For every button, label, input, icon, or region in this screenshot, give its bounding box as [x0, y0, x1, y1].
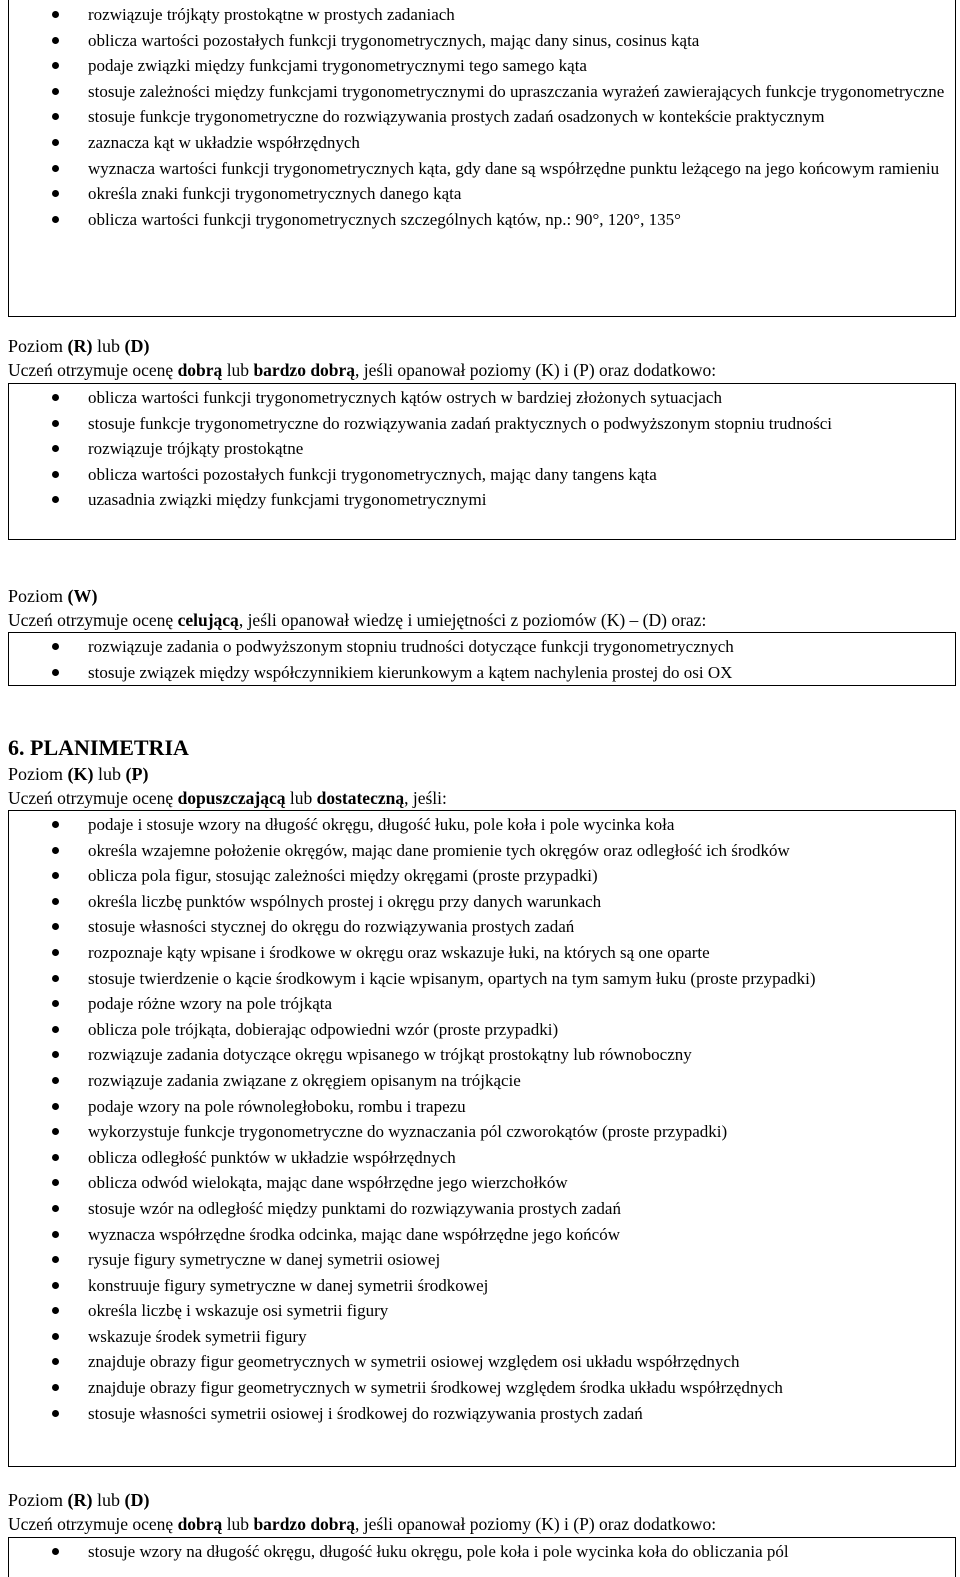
list-item: określa liczbę punktów wspólnych prostej i okręgu przy danych warunkach	[9, 889, 955, 915]
list-item: stosuje zależności między funkcjami trygonometrycznymi do upraszczania wyrażeń zawierających funkcje trygonometryczne	[9, 79, 955, 105]
list-item: stosuje wzory na długość okręgu, długość łuku okręgu, pole koła i pole wycinka koła do obliczania pól	[9, 1539, 955, 1565]
list-item: wykorzystuje funkcje trygonometryczne do wyznaczania pól czworokątów (proste przypadki)	[9, 1119, 955, 1145]
level-intro: Uczeń otrzymuje ocenę dopuszczającą lub dostateczną, jeśli:	[8, 788, 447, 808]
list-item: oblicza odwód wielokąta, mając dane współrzędne jego wierzchołków	[9, 1170, 955, 1196]
list-item: rozwiązuje zadania o podwyższonym stopniu trudności dotyczące funkcji trygonometrycznych	[9, 634, 955, 660]
list-item: oblicza wartości pozostałych funkcji trygonometrycznych, mając dany sinus, cosinus kąta	[9, 28, 955, 54]
list-item: uzasadnia związki między funkcjami trygonometrycznymi	[9, 487, 955, 513]
list-item: podaje różne wzory na pole trójkąta	[9, 991, 955, 1017]
list-item: wyznacza wartości funkcji trygonometrycznych kąta, gdy dane są współrzędne punktu leżącego na jego końcowym ramieniu	[9, 156, 955, 182]
level-title: Poziom (W)	[8, 586, 98, 606]
list-item: określa znaki funkcji trygonometrycznych danego kąta	[9, 181, 955, 207]
level-rd-header-2	[8, 1488, 956, 1536]
list-item: stosuje twierdzenie o kącie środkowym i kącie wpisanym, opartych na tym samym łuku (proste przypadki)	[9, 966, 955, 992]
level-rd-list-1	[9, 385, 955, 513]
list-item: stosuje funkcje trygonometryczne do rozwiązywania zadań praktycznych o podwyższonym stopniu trudności	[9, 411, 955, 437]
list-item: oblicza wartości funkcji trygonometrycznych szczególnych kątów, np.: 90°, 120°, 135°	[9, 207, 955, 233]
level-title: Poziom (K) lub (P)	[8, 764, 149, 784]
list-item: oblicza pole trójkąta, dobierając odpowiedni wzór (proste przypadki)	[9, 1017, 955, 1043]
list-item: określa liczbę i wskazuje osi symetrii figury	[9, 1298, 955, 1324]
level-title: Poziom (R) lub (D)	[8, 1490, 150, 1510]
list-item: stosuje funkcje trygonometryczne do rozwiązywania prostych zadań osadzonych w kontekście praktycznym	[9, 104, 955, 130]
level-rd-box-2	[8, 1537, 956, 1577]
level-rd-box-1	[8, 383, 956, 540]
list-item: rozwiązuje zadania dotyczące okręgu wpisanego w trójkąt prostokątny lub równoboczny	[9, 1042, 955, 1068]
list-item: znajduje obrazy figur geometrycznych w symetrii osiowej względem osi układu współrzędnych	[9, 1349, 955, 1375]
list-item: rozwiązuje trójkąty prostokątne	[9, 436, 955, 462]
list-item: wyznacza współrzędne środka odcinka, mając dane współrzędne jego końców	[9, 1222, 955, 1248]
section-6-box	[8, 810, 956, 1467]
section-6-header	[8, 734, 956, 810]
list-item: rysuje figury symetryczne w danej symetrii osiowej	[9, 1247, 955, 1273]
list-item: podaje wzory na pole równoległoboku, rombu i trapezu	[9, 1094, 955, 1120]
list-item: oblicza wartości funkcji trygonometrycznych kątów ostrych w bardziej złożonych sytuacjach	[9, 385, 955, 411]
list-item: zaznacza kąt w układzie współrzędnych	[9, 130, 955, 156]
list-item: stosuje wzór na odległość między punktami do rozwiązywania prostych zadań	[9, 1196, 955, 1222]
list-item: stosuje własności stycznej do okręgu do rozwiązywania prostych zadań	[9, 914, 955, 940]
section-6-list	[9, 812, 955, 1426]
level-rd-header-1	[8, 334, 956, 382]
list-item: stosuje związek między współczynnikiem kierunkowym a kątem nachylenia prostej do osi OX	[9, 660, 955, 686]
level-rd-list-2	[9, 1539, 955, 1565]
list-item: podaje i stosuje wzory na długość okręgu, długość łuku, pole koła i pole wycinka koła	[9, 812, 955, 838]
list-item: oblicza odległość punktów w układzie współrzędnych	[9, 1145, 955, 1171]
list-item: podaje związki między funkcjami trygonometrycznymi tego samego kąta	[9, 53, 955, 79]
list-item: oblicza pola figur, stosując zależności między okręgami (proste przypadki)	[9, 863, 955, 889]
list-item: znajduje obrazy figur geometrycznych w symetrii środkowej względem środka układu współrzędnych	[9, 1375, 955, 1401]
list-item: wskazuje środek symetrii figury	[9, 1324, 955, 1350]
list-item: rozwiązuje zadania związane z okręgiem opisanym na trójkącie	[9, 1068, 955, 1094]
level-intro: Uczeń otrzymuje ocenę dobrą lub bardzo dobrą, jeśli opanował poziomy (K) i (P) oraz dodatkowo:	[8, 360, 717, 380]
list-item: określa wzajemne położenie okręgów, mając dane promienie tych okręgów oraz odległość ich środków	[9, 838, 955, 864]
level-w-header	[8, 584, 956, 632]
level-title: Poziom (R) lub (D)	[8, 336, 150, 356]
list-item: rozpoznaje kąty wpisane i środkowe w okręgu oraz wskazuje łuki, na których są one oparte	[9, 940, 955, 966]
list-item: konstruuje figury symetryczne w danej symetrii środkowej	[9, 1273, 955, 1299]
list-item: stosuje własności symetrii osiowej i środkowej do rozwiązywania prostych zadań	[9, 1401, 955, 1427]
level-w-box	[8, 632, 956, 686]
level-intro: Uczeń otrzymuje ocenę dobrą lub bardzo dobrą, jeśli opanował poziomy (K) i (P) oraz dodatkowo:	[8, 1514, 717, 1534]
top-criteria-box	[8, 0, 956, 317]
section-heading: 6. PLANIMETRIA	[8, 735, 189, 760]
list-item: rozwiązuje trójkąty prostokątne w prostych zadaniach	[9, 2, 955, 28]
top-criteria-list	[9, 2, 955, 232]
list-item: oblicza wartości pozostałych funkcji trygonometrycznych, mając dany tangens kąta	[9, 462, 955, 488]
level-w-list	[9, 634, 955, 685]
level-intro: Uczeń otrzymuje ocenę celującą, jeśli opanował wiedzę i umiejętności z poziomów (K) – (D) oraz:	[8, 610, 707, 630]
